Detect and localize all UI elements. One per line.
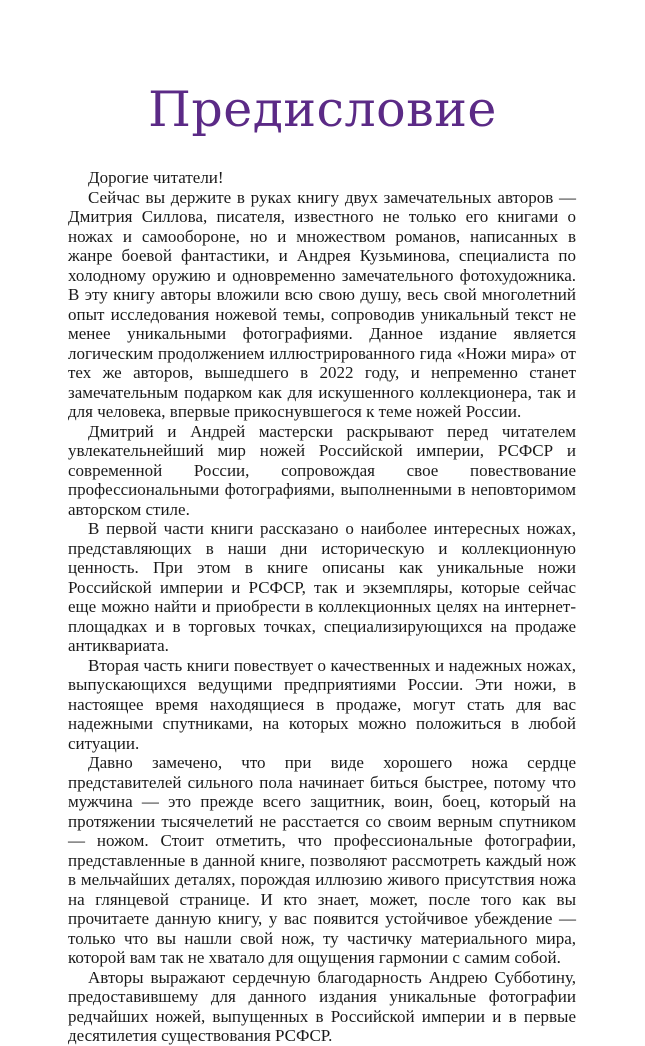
paragraph-acknowledgement: Авторы выражают сердечную благодарность Андрею Субботину, предоставившему для данного издания уникальные фотографии редчайших ножей, выпущенных в Российской империи и в первые десятилетия существования РСФСР. xyxy=(68,967,576,1045)
paragraph-authors-mastery: Дмитрий и Андрей мастерски раскрывают перед читателем увлекательнейший мир ножей Российской империи, РСФСР и современной России, сопровождая свое повествование профессиональными фотографиями, выполненными в неповторимом авторском стиле. xyxy=(68,421,576,519)
paragraph-greeting: Дорогие читатели! xyxy=(88,168,224,187)
paragraph-part-two: Вторая часть книги повествует о качественных и надежных ножах, выпускающихся ведущими предприятиями России. Эти ножи, в настоящее время находящиеся в продаже, могут стать для вас надежными спутниками, на которых можно положиться в любой ситуации. xyxy=(68,655,576,753)
preface-body xyxy=(68,168,576,1046)
paragraph-observation: Давно замечено, что при виде хорошего ножа сердце представителей сильного пола начинает биться быстрее, потому что мужчина — это прежде всего защитник, воин, боец, который на протяжении тысячелетий не расстается со своим верным спутником — ножом. Стоит отметить, что профессиональные фотографии, представленные в данной книге, позволяют рассмотреть каждый нож в мельчайших деталях, порождая иллюзию живого присутствия ножа на глянцевой странице. И кто знает, может, после того как вы прочитаете данную книгу, у вас появится устойчивое убеждение — только что вы нашли свой нож, ту частичку материального мира, которой вам так не хватало для ощущения гармонии с самим собой. xyxy=(68,753,576,967)
paragraph-authors-intro: Сейчас вы держите в руках книгу двух замечательных авторов — Дмитрия Силлова, писателя, известного не только его книгами о ножах и самообороне, но и множеством романов, написанных в жанре боевой фантастики, и Андрея Кузьминова, специалиста по холодному оружию и одновременно замечательного фотохудожника. В эту книгу авторы вложили всю свою душу, весь свой многолетний опыт исследования ножевой темы, сопроводив уникальный текст не менее уникальными фотографиями. Данное издание является логическим продолжением иллюстрированного гида «Ножи мира» от тех же авторов, вышедшего в 2022 году, и непременно станет замечательным подарком как для искушенного коллекционера, так и для человека, впервые прикоснувшегося к теме ножей России. xyxy=(68,187,576,421)
paragraph-part-one: В первой части книги рассказано о наиболее интересных ножах, представляющих в наши дни историческую и коллекционную ценность. При этом в книге описаны как уникальные ножи Российской империи и РСФСР, так и экземпляры, которые сейчас еще можно найти и приобрести в коллекционных целях на интернет-площадках и в торговых точках, специализирующихся на продаже антиквариата. xyxy=(68,519,576,655)
page-title: Предисловие xyxy=(148,81,497,138)
